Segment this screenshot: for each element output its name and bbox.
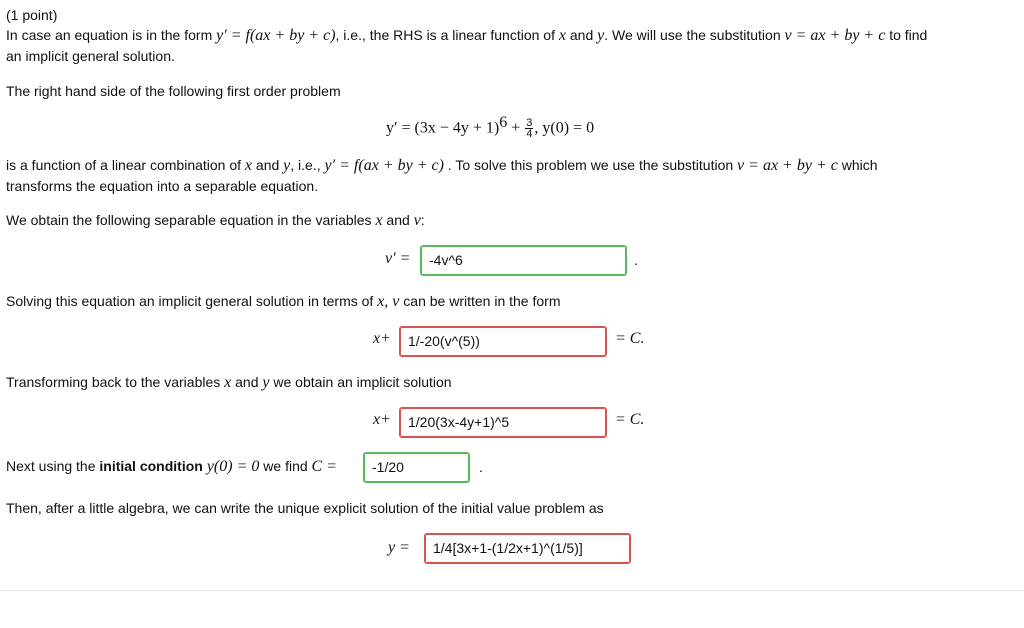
q2-lhs: x+ [373,330,391,347]
q5-answer-field[interactable]: 1/4[3x+1-(1/2x+1)^(1/5)] [424,533,631,564]
points-label: (1 point) [6,7,58,23]
initial-condition-line: Next using the initial condition y(0) = 0 we find C = [6,458,337,475]
problem-equation: $y' = (3x - 4y + 1)^6$ + $\frac{3}{4}$ , y(0) = 0 [386,114,595,141]
substitution-paragraph: is a function of a linear combination of x and y, i.e., y′ = f(ax + by + c) . To solve this problem we use the substitution v = ax + by + c which transforms the equation into a separable equation. [6,157,878,194]
intro-paragraph: In case an equation is in the form y′ = f(ax + by + c), i.e., the RHS is a linear function of x and y. We will use the substitution v = ax + by + c to find an implicit general solution. [6,27,928,64]
q3-lhs: x+ [373,411,391,428]
c-answer-field[interactable]: -1/20 [363,452,470,483]
q1-period: . [634,252,638,268]
q1-answer-field[interactable]: -4v^6 [420,245,627,276]
bottom-divider [0,590,1024,591]
c-period: . [479,459,483,475]
q5-lhs: y = [388,539,410,556]
implicit-paragraph: Solving this equation an implicit general solution in terms of x, v can be written in the form [6,293,561,310]
transform-paragraph: Transforming back to the variables x and y we obtain an implicit solution [6,374,452,391]
explicit-paragraph: Then, after a little algebra, we can write the unique explicit solution of the initial value problem as [6,500,604,516]
fraction: $\frac{3}{4}$ [526,117,533,141]
problem-text: The right hand side of the following first order problem [6,83,341,99]
q1-lhs: v′ = [385,250,411,267]
separable-paragraph: We obtain the following separable equation in the variables x and v: [6,212,425,229]
q2-rhs: = C. [615,330,645,347]
q2-answer-field[interactable]: 1/-20(v^(5)) [399,326,607,357]
q3-answer-field[interactable]: 1/20(3x-4y+1)^5 [399,407,607,438]
q3-rhs: = C. [615,411,645,428]
